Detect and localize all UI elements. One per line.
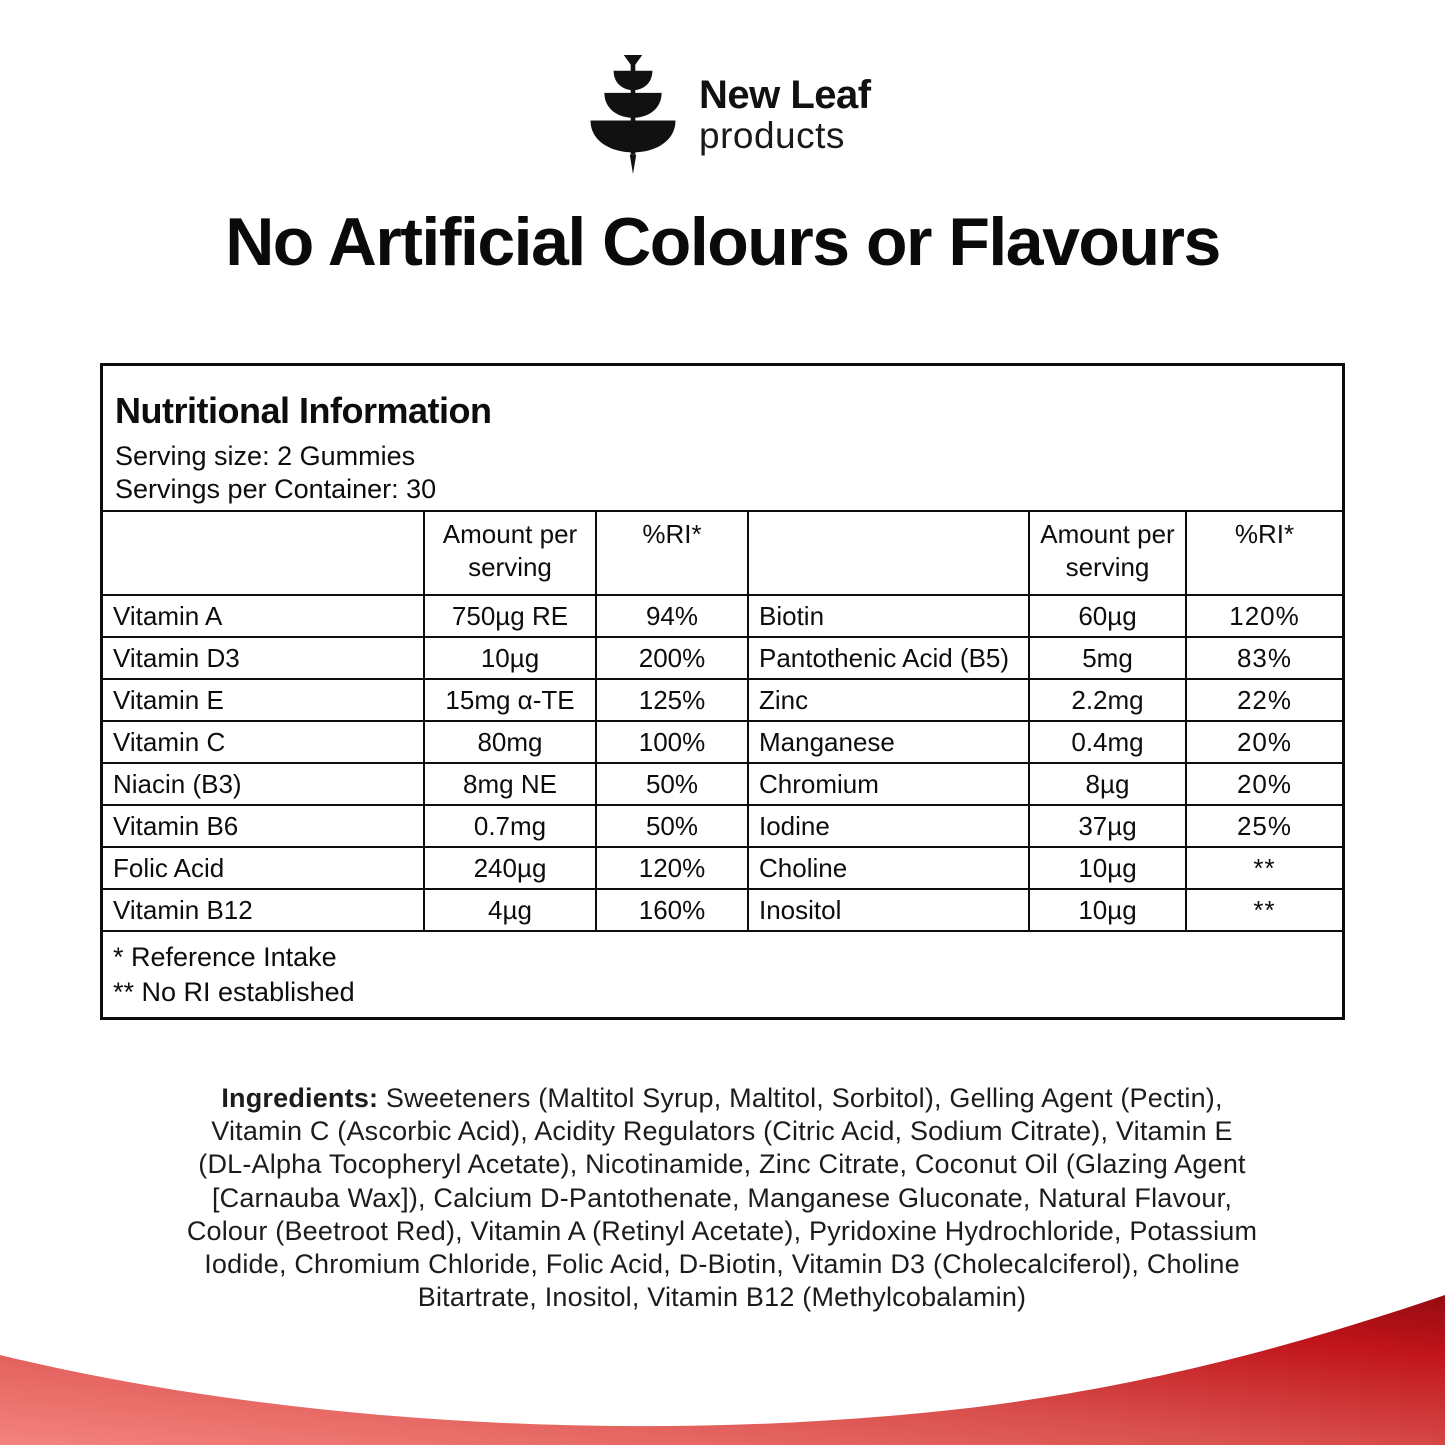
nutrition-grid xyxy=(103,510,1342,930)
nutrient-name: Inositol xyxy=(747,888,1028,930)
nutrient-name: Vitamin D3 xyxy=(103,636,423,678)
nutrient-name: Vitamin E xyxy=(103,678,423,720)
nutrient-amount: 10µg xyxy=(1028,888,1185,930)
nutrient-ri: 25% xyxy=(1185,804,1342,846)
nutrient-name: Iodine xyxy=(747,804,1028,846)
nutrient-name: Biotin xyxy=(747,594,1028,636)
nutrient-amount: 8mg NE xyxy=(423,762,595,804)
ingredients-label: Ingredients: xyxy=(221,1083,379,1113)
nutrient-amount: 4µg xyxy=(423,888,595,930)
ingredients-paragraph xyxy=(182,1082,1262,1314)
header-amount-left: Amount per serving xyxy=(423,510,595,594)
nutrient-ri: ** xyxy=(1185,888,1342,930)
nutrient-name: Vitamin A xyxy=(103,594,423,636)
nutrition-title: Nutritional Information xyxy=(115,390,492,431)
red-wave-graphic xyxy=(0,1293,1445,1445)
nutrient-amount: 60µg xyxy=(1028,594,1185,636)
footnote-reference-intake: * Reference Intake xyxy=(113,942,337,972)
footnote-no-ri: ** No RI established xyxy=(113,977,355,1008)
header-ri-left: %RI* xyxy=(595,510,747,594)
nutrient-amount: 15mg α-TE xyxy=(423,678,595,720)
nutrient-ri: ** xyxy=(1185,846,1342,888)
nutrient-name: Manganese xyxy=(747,720,1028,762)
nutrient-amount: 10µg xyxy=(423,636,595,678)
nutrition-panel-header xyxy=(103,366,1342,510)
brand-logo xyxy=(583,52,883,177)
nutrient-ri: 22% xyxy=(1185,678,1342,720)
nutrient-amount: 10µg xyxy=(1028,846,1185,888)
nutrient-ri: 20% xyxy=(1185,762,1342,804)
nutrient-amount: 37µg xyxy=(1028,804,1185,846)
nutrient-ri: 160% xyxy=(595,888,747,930)
nutrient-amount: 5mg xyxy=(1028,636,1185,678)
nutrient-amount: 8µg xyxy=(1028,762,1185,804)
nutrient-ri: 50% xyxy=(595,762,747,804)
servings-per-container: Servings per Container: 30 xyxy=(115,473,437,504)
ingredients-text: Sweeteners (Maltitol Syrup, Maltitol, Sorbitol), Gelling Agent (Pectin), Vitamin C (Ascorbic Acid), Acidity Regulators (Citric Acid, Sodium Citrate), Vitamin E (DL-Alpha Tocopheryl Acetate), Nicotinamide, Zinc Citrate, Coconut Oil (Glazing Agent [Carnauba Wax]), Calcium D-Pantothenate, Manganese Gluconate, Natural Flavour, Colour (Beetroot Red), Vitamin A (Retinyl Acetate), Pyridoxine Hydrochloride, Potassium Iodide, Chromium Chloride, Folic Acid, D-Biotin, Vitamin D3 (Cholecalciferol), Choline Bitartrate, Inositol, Vitamin B12 (Methylcobalamin) xyxy=(186,1083,1258,1313)
nutrient-name: Vitamin C xyxy=(103,720,423,762)
nutrient-amount: 0.4mg xyxy=(1028,720,1185,762)
nutrient-name: Vitamin B6 xyxy=(103,804,423,846)
header-amount-right: Amount per serving xyxy=(1028,510,1185,594)
header-empty-right xyxy=(747,510,1028,594)
brand-name: New Leaf xyxy=(699,73,871,117)
nutrient-name: Niacin (B3) xyxy=(103,762,423,804)
nutrient-amount: 0.7mg xyxy=(423,804,595,846)
header-empty-left xyxy=(103,510,423,594)
nutrient-amount: 80mg xyxy=(423,720,595,762)
nutrient-ri: 83% xyxy=(1185,636,1342,678)
nutrient-ri: 50% xyxy=(595,804,747,846)
nutrient-amount: 750µg RE xyxy=(423,594,595,636)
leaf-tree-icon xyxy=(583,55,683,175)
nutrient-ri: 120% xyxy=(595,846,747,888)
nutrient-ri: 94% xyxy=(595,594,747,636)
nutrient-amount: 2.2mg xyxy=(1028,678,1185,720)
nutrition-panel xyxy=(100,363,1345,1020)
brand-subname: products xyxy=(699,115,845,156)
nutrient-amount: 240µg xyxy=(423,846,595,888)
nutrient-name: Choline xyxy=(747,846,1028,888)
nutrient-name: Folic Acid xyxy=(103,846,423,888)
serving-size: Serving size: 2 Gummies xyxy=(115,441,416,471)
nutrient-name: Vitamin B12 xyxy=(103,888,423,930)
nutrient-ri: 20% xyxy=(1185,720,1342,762)
nutrition-footnotes xyxy=(103,930,1342,1018)
headline-claim: No Artificial Colours or Flavours xyxy=(225,204,1220,280)
nutrient-ri: 200% xyxy=(595,636,747,678)
nutrient-name: Zinc xyxy=(747,678,1028,720)
nutrient-name: Pantothenic Acid (B5) xyxy=(747,636,1028,678)
nutrient-ri: 125% xyxy=(595,678,747,720)
nutrient-name: Chromium xyxy=(747,762,1028,804)
nutrient-ri: 100% xyxy=(595,720,747,762)
nutrient-ri: 120% xyxy=(1185,594,1342,636)
brand-wordmark xyxy=(699,75,871,154)
header-ri-right: %RI* xyxy=(1185,510,1342,594)
